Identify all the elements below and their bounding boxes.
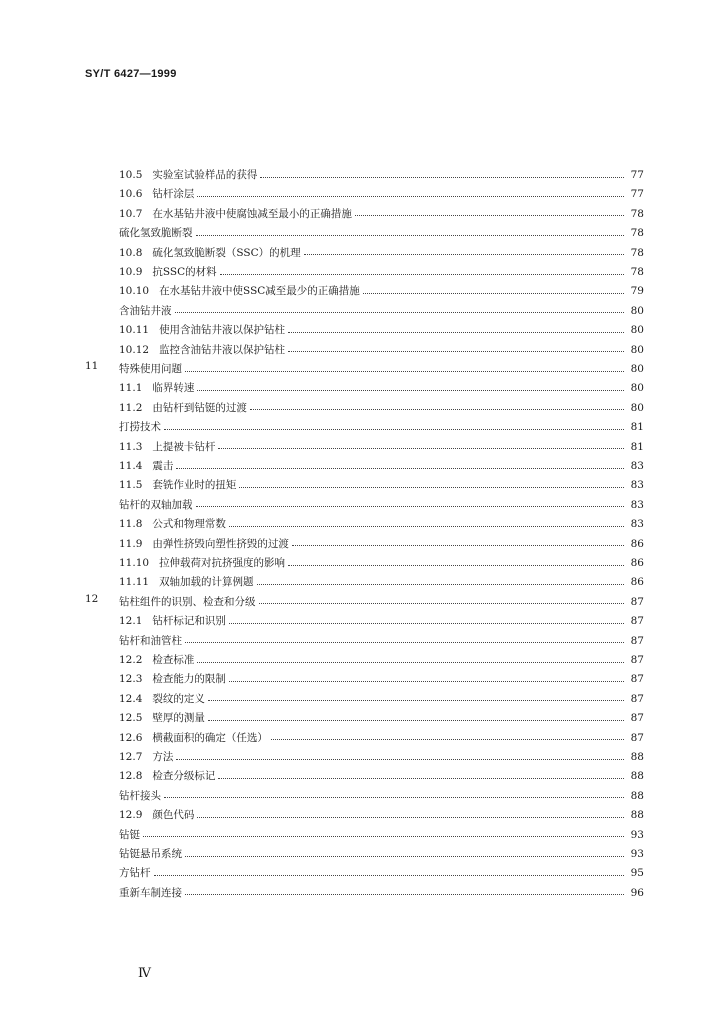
toc-section-number: 10.10	[119, 285, 150, 298]
toc-page-number: 78	[630, 246, 644, 259]
toc-entry	[119, 748, 644, 766]
toc-entry-title	[119, 573, 257, 591]
toc-entry-title	[119, 224, 196, 242]
toc-page-number: 80	[630, 401, 644, 414]
toc-page-number: 93	[630, 828, 644, 841]
toc-entry-title	[119, 515, 229, 533]
dot-leader	[197, 662, 624, 663]
toc-page-number: 87	[630, 654, 644, 666]
toc-section-title: 在水基钻井液中使SSC减至最少的正确措施	[159, 285, 360, 298]
toc-entry-title	[119, 302, 175, 320]
dot-leader	[196, 235, 625, 236]
toc-section-title: 震击	[152, 460, 174, 472]
dot-leader	[288, 332, 624, 333]
toc-entry	[119, 864, 644, 882]
toc-entry	[119, 379, 644, 397]
dot-leader	[176, 759, 624, 760]
toc-section-title: 钻杆的双轴加载	[119, 498, 193, 511]
toc-section-number: 10.8	[119, 246, 143, 259]
page-number-footer: Ⅳ	[138, 966, 151, 981]
toc-entry	[119, 224, 644, 242]
toc-entry	[119, 884, 644, 902]
toc-entry-title	[119, 729, 271, 747]
toc-section-number: 11.5	[119, 479, 143, 492]
toc-entry-title	[119, 826, 143, 844]
dot-leader	[185, 856, 624, 857]
dot-leader	[239, 487, 624, 488]
toc-entry-title	[119, 399, 250, 417]
dot-leader	[218, 448, 624, 449]
toc-entry	[119, 593, 644, 611]
toc-entry	[119, 341, 644, 359]
toc-page-number: 79	[630, 285, 644, 298]
dot-leader	[229, 623, 624, 624]
toc-entry	[119, 826, 644, 844]
dot-leader	[220, 274, 624, 275]
toc-page-number: 86	[630, 576, 644, 589]
toc-section-number: 10.12	[119, 343, 150, 356]
toc-entry-title	[119, 612, 229, 630]
toc-entry-title	[119, 651, 197, 669]
toc-entry	[119, 845, 644, 863]
toc-page-number: 83	[630, 518, 644, 531]
toc-section-number: 12.5	[119, 712, 143, 725]
toc-section-number: 12.4	[119, 692, 143, 705]
toc-section-title: 双轴加载的计算例题	[159, 576, 254, 589]
toc-entry-title	[119, 282, 363, 300]
toc-section-number: 11.8	[119, 518, 143, 531]
toc-page-number: 77	[630, 188, 644, 201]
toc-entry	[119, 651, 644, 669]
toc-entry-title	[119, 884, 185, 902]
toc-entry-title	[119, 379, 197, 397]
toc-section-number: 12.2	[119, 654, 143, 666]
toc-section-number: 12.9	[119, 809, 143, 822]
toc-entry-title	[119, 476, 239, 494]
toc-page-number: 80	[630, 324, 644, 337]
toc-section-title: 钻柱组件的识别、检查和分级	[119, 595, 256, 608]
toc-section-number: 10.5	[119, 169, 143, 181]
toc-page-number: 81	[630, 440, 644, 453]
toc-entry-title	[119, 244, 304, 262]
toc-entry	[119, 496, 644, 514]
toc-section-title: 检查能力的限制	[152, 673, 226, 686]
toc-section-number: 11.3	[119, 440, 143, 453]
toc-entry	[119, 729, 644, 747]
toc-section-number: 11.4	[119, 460, 143, 472]
toc-entry	[119, 205, 644, 223]
toc-page-number: 87	[630, 634, 644, 647]
toc-page-number: 87	[630, 595, 644, 608]
toc-entry-title	[119, 806, 197, 824]
toc-entry-title	[119, 263, 220, 281]
toc-entry	[119, 535, 644, 553]
toc-entry	[119, 690, 644, 708]
dot-leader	[154, 875, 625, 876]
toc-section-title: 钻杆接头	[119, 789, 161, 802]
toc-chapter-number: 11	[85, 360, 99, 372]
dot-leader	[250, 409, 624, 410]
toc-section-title: 壁厚的测量	[152, 712, 205, 725]
toc-section-title: 检查标准	[152, 654, 195, 666]
toc-entry	[119, 166, 644, 184]
toc-section-title: 钻杆和油管柱	[119, 634, 182, 647]
dot-leader	[175, 312, 625, 313]
toc-entry	[119, 709, 644, 727]
dot-leader	[304, 254, 624, 255]
toc-entry-title	[119, 438, 218, 456]
toc-section-title: 由弹性挤毁向塑性挤毁的过渡	[152, 537, 289, 550]
toc-page-number: 93	[630, 848, 644, 860]
toc-entry	[119, 457, 644, 475]
document-header: SY/T 6427—1999	[85, 68, 177, 80]
toc-section-title: 监控含油钻井液以保护钻柱	[159, 343, 286, 356]
toc-page-number: 88	[630, 809, 644, 822]
dot-leader	[288, 565, 624, 566]
toc-page-number: 96	[630, 886, 644, 899]
toc-entry-title	[119, 554, 288, 572]
toc-entry-title	[119, 341, 288, 359]
dot-leader	[164, 429, 624, 430]
toc-entry-title	[119, 670, 229, 688]
toc-entry	[119, 476, 644, 494]
toc-section-title: 公式和物理常数	[152, 518, 226, 531]
toc-entry	[119, 806, 644, 824]
toc-section-title: 钻杆标记和识别	[152, 615, 226, 628]
dot-leader	[197, 817, 624, 818]
toc-entry	[119, 399, 644, 417]
toc-entry-title	[119, 185, 197, 203]
toc-section-number: 10.7	[119, 207, 143, 220]
toc-page-number: 80	[630, 304, 644, 317]
toc-entry	[119, 282, 644, 300]
toc-section-title: 方钻杆	[119, 867, 151, 880]
toc-entry-title	[119, 166, 260, 184]
toc-page-number: 87	[630, 692, 644, 705]
toc-entry	[119, 632, 644, 650]
toc-section-title: 钻铤悬吊系统	[119, 848, 182, 860]
dot-leader	[196, 506, 625, 507]
dot-leader	[164, 797, 624, 798]
toc-page-number: 80	[630, 382, 644, 395]
dot-leader	[218, 778, 624, 779]
dot-leader	[143, 836, 624, 837]
toc-entry-title	[119, 690, 208, 708]
toc-entry-title	[119, 360, 185, 378]
toc-entry-title	[119, 457, 176, 475]
toc-section-number: 10.9	[119, 266, 143, 278]
toc-entry	[119, 670, 644, 688]
toc-section-title: 由钻杆到钻铤的过渡	[152, 401, 247, 414]
toc-section-title: 套铣作业时的扭矩	[152, 479, 237, 492]
toc-entry	[119, 767, 644, 785]
toc-section-number: 11.9	[119, 537, 143, 550]
toc-section-title: 裂纹的定义	[152, 692, 205, 705]
toc-page-number: 78	[630, 266, 644, 278]
toc-page-number: 80	[630, 363, 644, 375]
toc-section-number: 12.8	[119, 770, 143, 783]
toc-entry	[119, 554, 644, 572]
toc-entry	[119, 573, 644, 591]
dot-leader	[363, 293, 624, 294]
toc-section-number: 12.7	[119, 751, 143, 763]
toc-section-title: 检查分级标记	[152, 770, 216, 783]
dot-leader	[257, 584, 624, 585]
toc-page-number: 86	[630, 537, 644, 550]
toc-section-title: 上提被卡钻杆	[152, 440, 216, 453]
toc-section-number: 12.6	[119, 731, 143, 744]
toc-section-number: 12.3	[119, 673, 143, 686]
toc-page-number: 83	[630, 479, 644, 492]
toc-entry	[119, 321, 644, 339]
toc-entry-title	[119, 709, 208, 727]
toc-page-number: 86	[630, 557, 644, 569]
toc-entry-title	[119, 418, 164, 436]
dot-leader	[197, 196, 624, 197]
toc-section-number: 10.11	[119, 324, 150, 337]
toc-page-number: 88	[630, 751, 644, 763]
toc-page-number: 88	[630, 770, 644, 783]
toc-entry-title	[119, 535, 292, 553]
toc-section-number: 12.1	[119, 615, 143, 628]
dot-leader	[176, 468, 624, 469]
dot-leader	[288, 351, 624, 352]
toc-entry-title	[119, 748, 176, 766]
toc-entry	[119, 418, 644, 436]
toc-section-number: 11.11	[119, 576, 150, 589]
dot-leader	[229, 526, 624, 527]
toc-section-title: 特殊使用问题	[119, 363, 182, 375]
toc-section-number: 11.10	[119, 557, 150, 569]
dot-leader	[185, 642, 624, 643]
toc-page-number: 83	[630, 498, 644, 511]
toc-entry-title	[119, 205, 355, 223]
toc-page-number: 95	[630, 867, 644, 880]
toc-section-title: 钻杆涂层	[152, 188, 195, 201]
toc-page-number: 88	[630, 789, 644, 802]
toc-section-title: 重新车制连接	[119, 886, 182, 899]
toc-entry	[119, 787, 644, 805]
dot-leader	[355, 215, 624, 216]
toc-section-title: 临界转速	[152, 382, 195, 395]
toc-page-number: 78	[630, 227, 644, 240]
toc-entry-title	[119, 864, 154, 882]
toc-entry	[119, 185, 644, 203]
toc-entry	[119, 302, 644, 320]
toc-entry-title	[119, 321, 288, 339]
dot-leader	[208, 700, 624, 701]
toc-section-number: 11.2	[119, 401, 143, 414]
dot-leader	[259, 603, 625, 604]
toc-section-title: 钻铤	[119, 828, 140, 841]
dot-leader	[260, 177, 624, 178]
toc-page-number: 83	[630, 460, 644, 472]
toc-section-title: 打捞技术	[119, 421, 161, 434]
toc-entry-title	[119, 593, 259, 611]
toc-section-title: 拉伸载荷对抗挤强度的影响	[159, 557, 286, 569]
toc-chapter-number: 12	[85, 592, 99, 605]
toc-section-title: 横截面积的确定（任选）	[152, 731, 268, 744]
toc-entry-title	[119, 632, 185, 650]
toc-section-number: 10.6	[119, 188, 143, 201]
toc-entry	[119, 360, 644, 378]
toc-section-title: 抗SSC的材料	[152, 266, 217, 278]
toc-entry-title	[119, 767, 218, 785]
toc-page-number: 87	[630, 712, 644, 725]
dot-leader	[185, 371, 624, 372]
toc-page-number: 77	[630, 169, 644, 181]
toc-page-number: 81	[630, 421, 644, 434]
toc-section-title: 含油钻井液	[119, 304, 172, 317]
toc-entry-title	[119, 787, 164, 805]
toc-section-title: 颜色代码	[152, 809, 195, 822]
toc-entry	[119, 612, 644, 630]
toc-section-title: 在水基钻井液中使腐蚀减至最小的正确措施	[152, 207, 352, 220]
toc-entry	[119, 263, 644, 281]
toc-section-title: 硫化氢致脆断裂（SSC）的机理	[152, 246, 301, 259]
dot-leader	[208, 720, 624, 721]
toc-page-number: 87	[630, 615, 644, 628]
dot-leader	[271, 739, 624, 740]
toc-page-number: 80	[630, 343, 644, 356]
toc-entry	[119, 244, 644, 262]
dot-leader	[197, 390, 624, 391]
toc-section-number: 11.1	[119, 382, 143, 395]
toc-section-title: 方法	[152, 751, 174, 763]
dot-leader	[185, 894, 624, 895]
toc-entry-title	[119, 496, 196, 514]
toc-page-number: 78	[630, 207, 644, 220]
dot-leader	[292, 545, 624, 546]
toc-entry	[119, 515, 644, 533]
toc-entry-title	[119, 845, 185, 863]
toc-section-title: 实验室试验样品的获得	[152, 169, 258, 181]
toc-section-title: 硫化氢致脆断裂	[119, 227, 193, 240]
toc-entry	[119, 438, 644, 456]
toc-page-number: 87	[630, 731, 644, 744]
dot-leader	[229, 681, 624, 682]
toc-section-title: 使用含油钻井液以保护钻柱	[159, 324, 286, 337]
toc-page-number: 87	[630, 673, 644, 686]
